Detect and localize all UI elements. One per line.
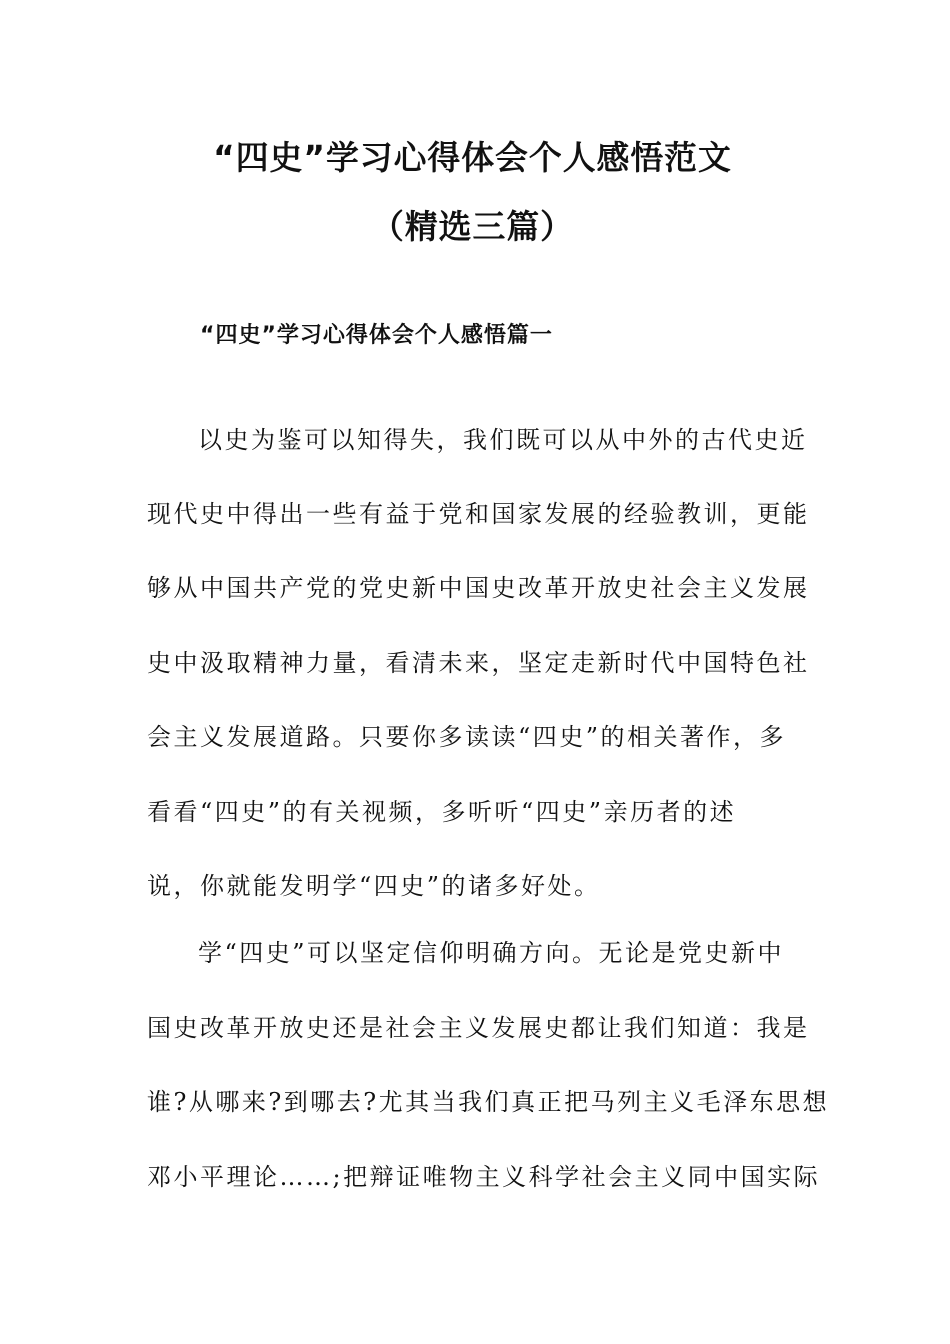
paragraph-2-line-3: 谁?从哪来?到哪去?尤其当我们真正把马列主义毛泽东思想 xyxy=(147,1088,830,1116)
document-subtitle: （精选三篇） xyxy=(371,207,574,246)
paragraph-1-line-3: 够从中国共产党的党史新中国史改革开放史社会主义发展 xyxy=(147,574,810,602)
paragraph-1-line-5: 会主义发展道路。只要你多读读“四史”的相关著作，多 xyxy=(147,723,787,751)
paragraph-1-line-4: 史中汲取精神力量，看清未来，坚定走新时代中国特色社 xyxy=(147,649,810,677)
paragraph-1-line-2: 现代史中得出一些有益于党和国家发展的经验教训，更能 xyxy=(147,500,810,528)
paragraph-1-line-1: 以史为鉴可以知得失，我们既可以从中外的古代史近 xyxy=(198,426,808,454)
paragraph-2-line-4: 邓小平理论……;把辩证唯物主义科学社会主义同中国实际 xyxy=(147,1163,821,1191)
paragraph-2-line-2: 国史改革开放史还是社会主义发展史都让我们知道：我是 xyxy=(147,1014,810,1042)
paragraph-1-line-6: 看看“四史”的有关视频，多听听“四史”亲历者的述 xyxy=(147,798,737,826)
paragraph-2-line-1: 学“四史”可以坚定信仰明确方向。无论是党史新中 xyxy=(198,939,785,967)
section-heading: “四史”学习心得体会个人感悟篇一 xyxy=(200,323,553,348)
paragraph-1-line-7: 说，你就能发明学“四史”的诸多好处。 xyxy=(147,872,601,900)
document-title: “四史”学习心得体会个人感悟范文 xyxy=(213,138,732,177)
